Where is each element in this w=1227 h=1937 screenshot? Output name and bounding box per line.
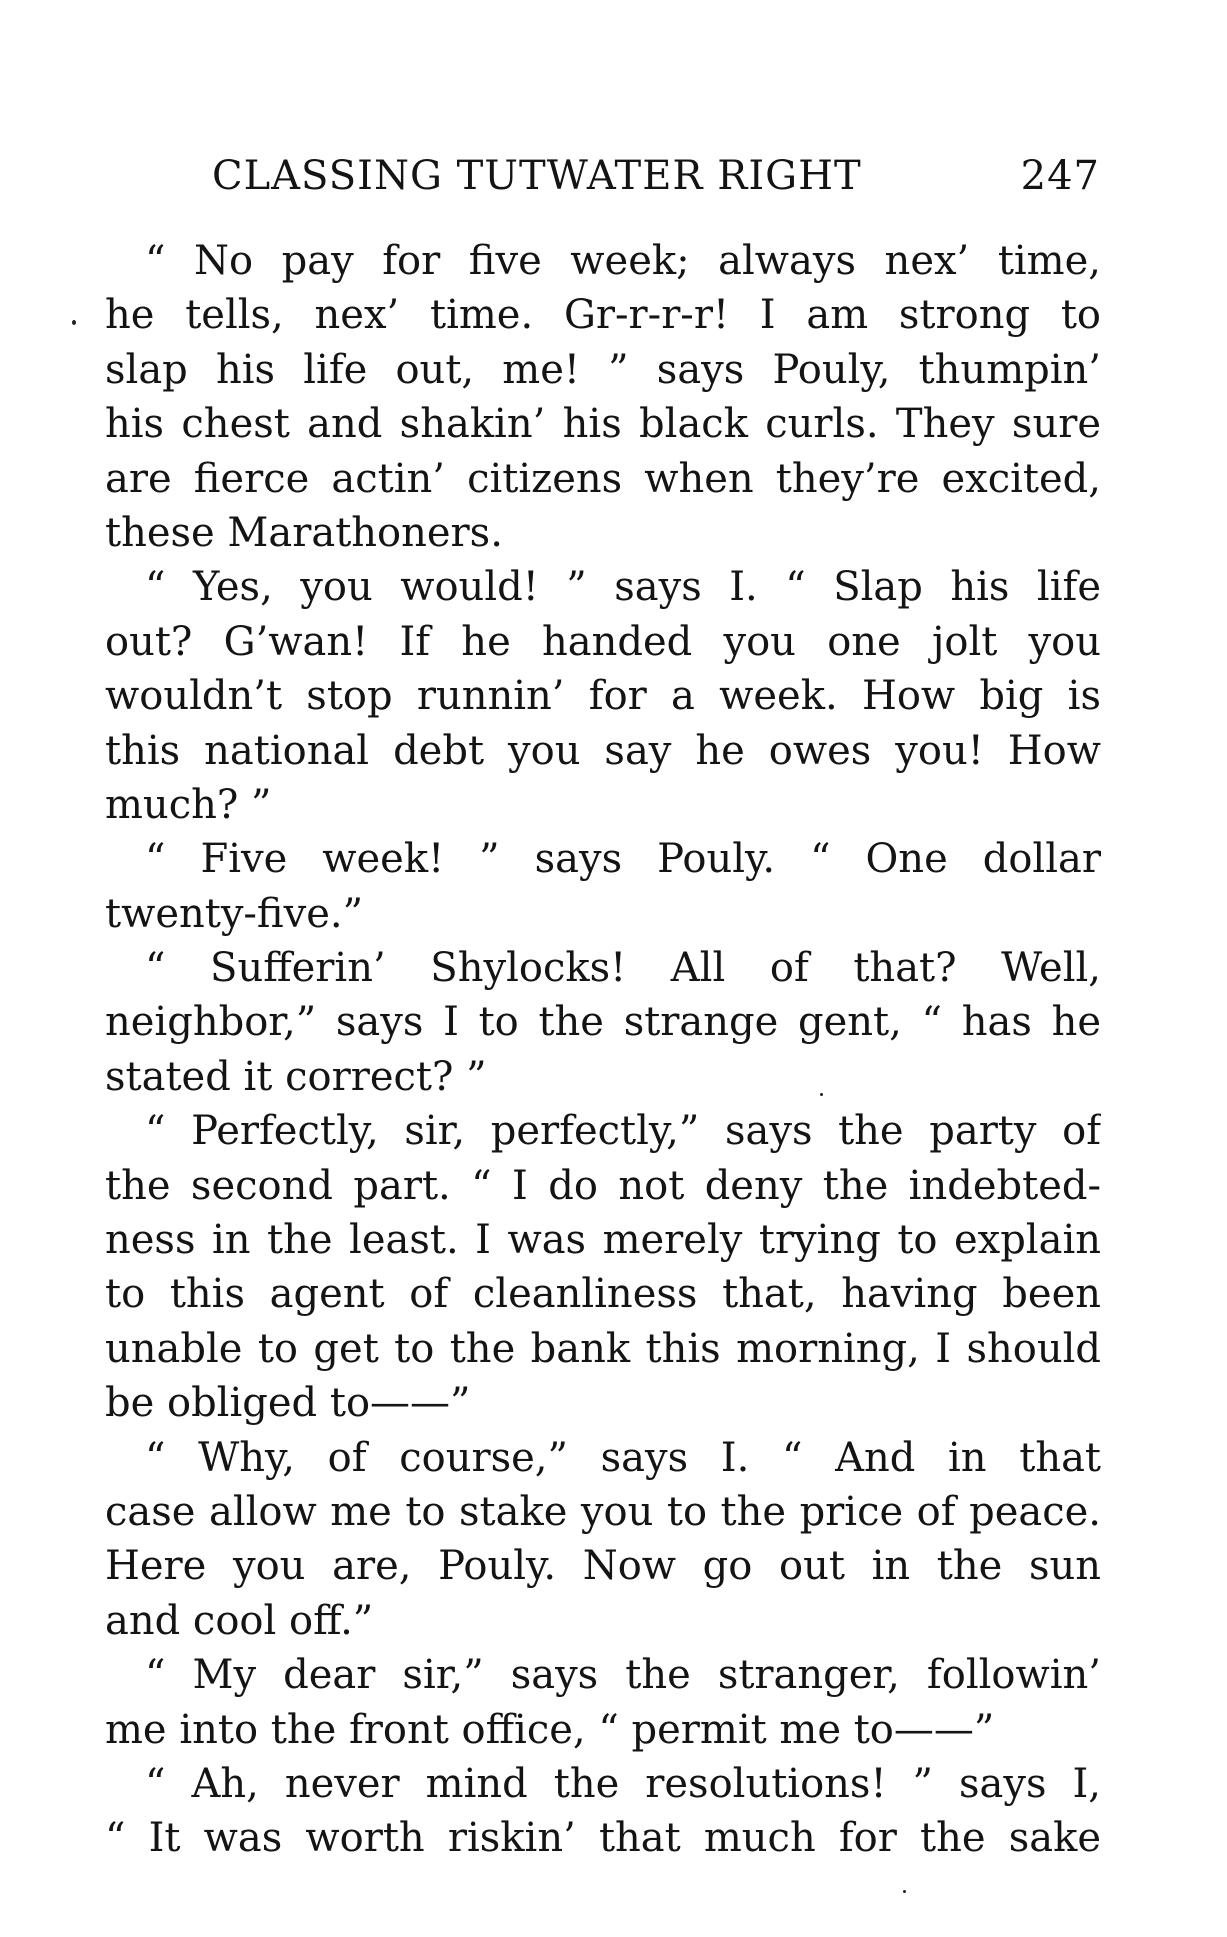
text-line: the second part. “ I do not deny the indebted- (105, 1162, 1101, 1209)
scan-speck (72, 320, 76, 325)
text-line: “ Why, of course,” says I. “ And in that (145, 1434, 1101, 1481)
text-line: ness in the least. I was merely trying to explain (105, 1217, 1101, 1264)
scan-speck (820, 1093, 823, 1096)
text-line: me into the front office, “ permit me to——” (105, 1706, 995, 1753)
text-line: unable to get to the bank this morning, I should (105, 1325, 1101, 1372)
text-line: these Marathoners. (105, 509, 503, 556)
text-line: “ Sufferin’ Shylocks! All of that? Well, (145, 945, 1101, 992)
text-line: he tells, nex’ time. Gr-r-r-r! I am strong to (105, 292, 1101, 339)
text-line: much? ” (105, 781, 272, 828)
text-line: “ Ah, never mind the resolutions! ” says I, (145, 1760, 1101, 1807)
text-line: “ Perfectly, sir, perfectly,” says the party of (145, 1108, 1101, 1155)
text-line: case allow me to stake you to the price of peace. (105, 1488, 1101, 1535)
text-line: “ Five week! ” says Pouly. “ One dollar (145, 836, 1101, 883)
text-line: neighbor,” says I to the strange gent, “ has he (105, 999, 1101, 1046)
text-line: his chest and shakin’ his black curls. They sure (105, 401, 1101, 448)
body-text (105, 234, 1101, 1866)
text-line: and cool off.” (105, 1597, 374, 1644)
running-head (212, 150, 1100, 202)
text-line: “ No pay for five week; always nex’ time, (145, 238, 1101, 284)
text-line: to this agent of cleanliness that, having been (105, 1271, 1101, 1318)
text-line: slap his life out, me! ” says Pouly, thumpin’ (105, 346, 1101, 393)
text-line: are fierce actin’ citizens when they’re excited, (105, 455, 1101, 502)
text-line: wouldn’t stop runnin’ for a week. How big is (105, 673, 1101, 720)
text-line: “ It was worth riskin’ that much for the sake (105, 1815, 1101, 1862)
text-line: Here you are, Pouly. Now go out in the sun (105, 1543, 1101, 1590)
scan-speck (903, 1890, 906, 1893)
text-line: out? G’wan! If he handed you one jolt you (105, 618, 1101, 665)
chapter-title: CLASSING TUTWATER RIGHT (212, 153, 862, 199)
text-line: “ My dear sir,” says the stranger, followin’ (145, 1652, 1101, 1699)
text-line: this national debt you say he owes you! How (105, 727, 1101, 774)
text-line: “ Yes, you would! ” says I. “ Slap his life (145, 564, 1101, 611)
page-number: 247 (1020, 153, 1100, 199)
text-line: twenty-five.” (105, 890, 364, 937)
text-line: be obliged to——” (105, 1380, 471, 1427)
text-line: stated it correct? ” (105, 1053, 487, 1100)
